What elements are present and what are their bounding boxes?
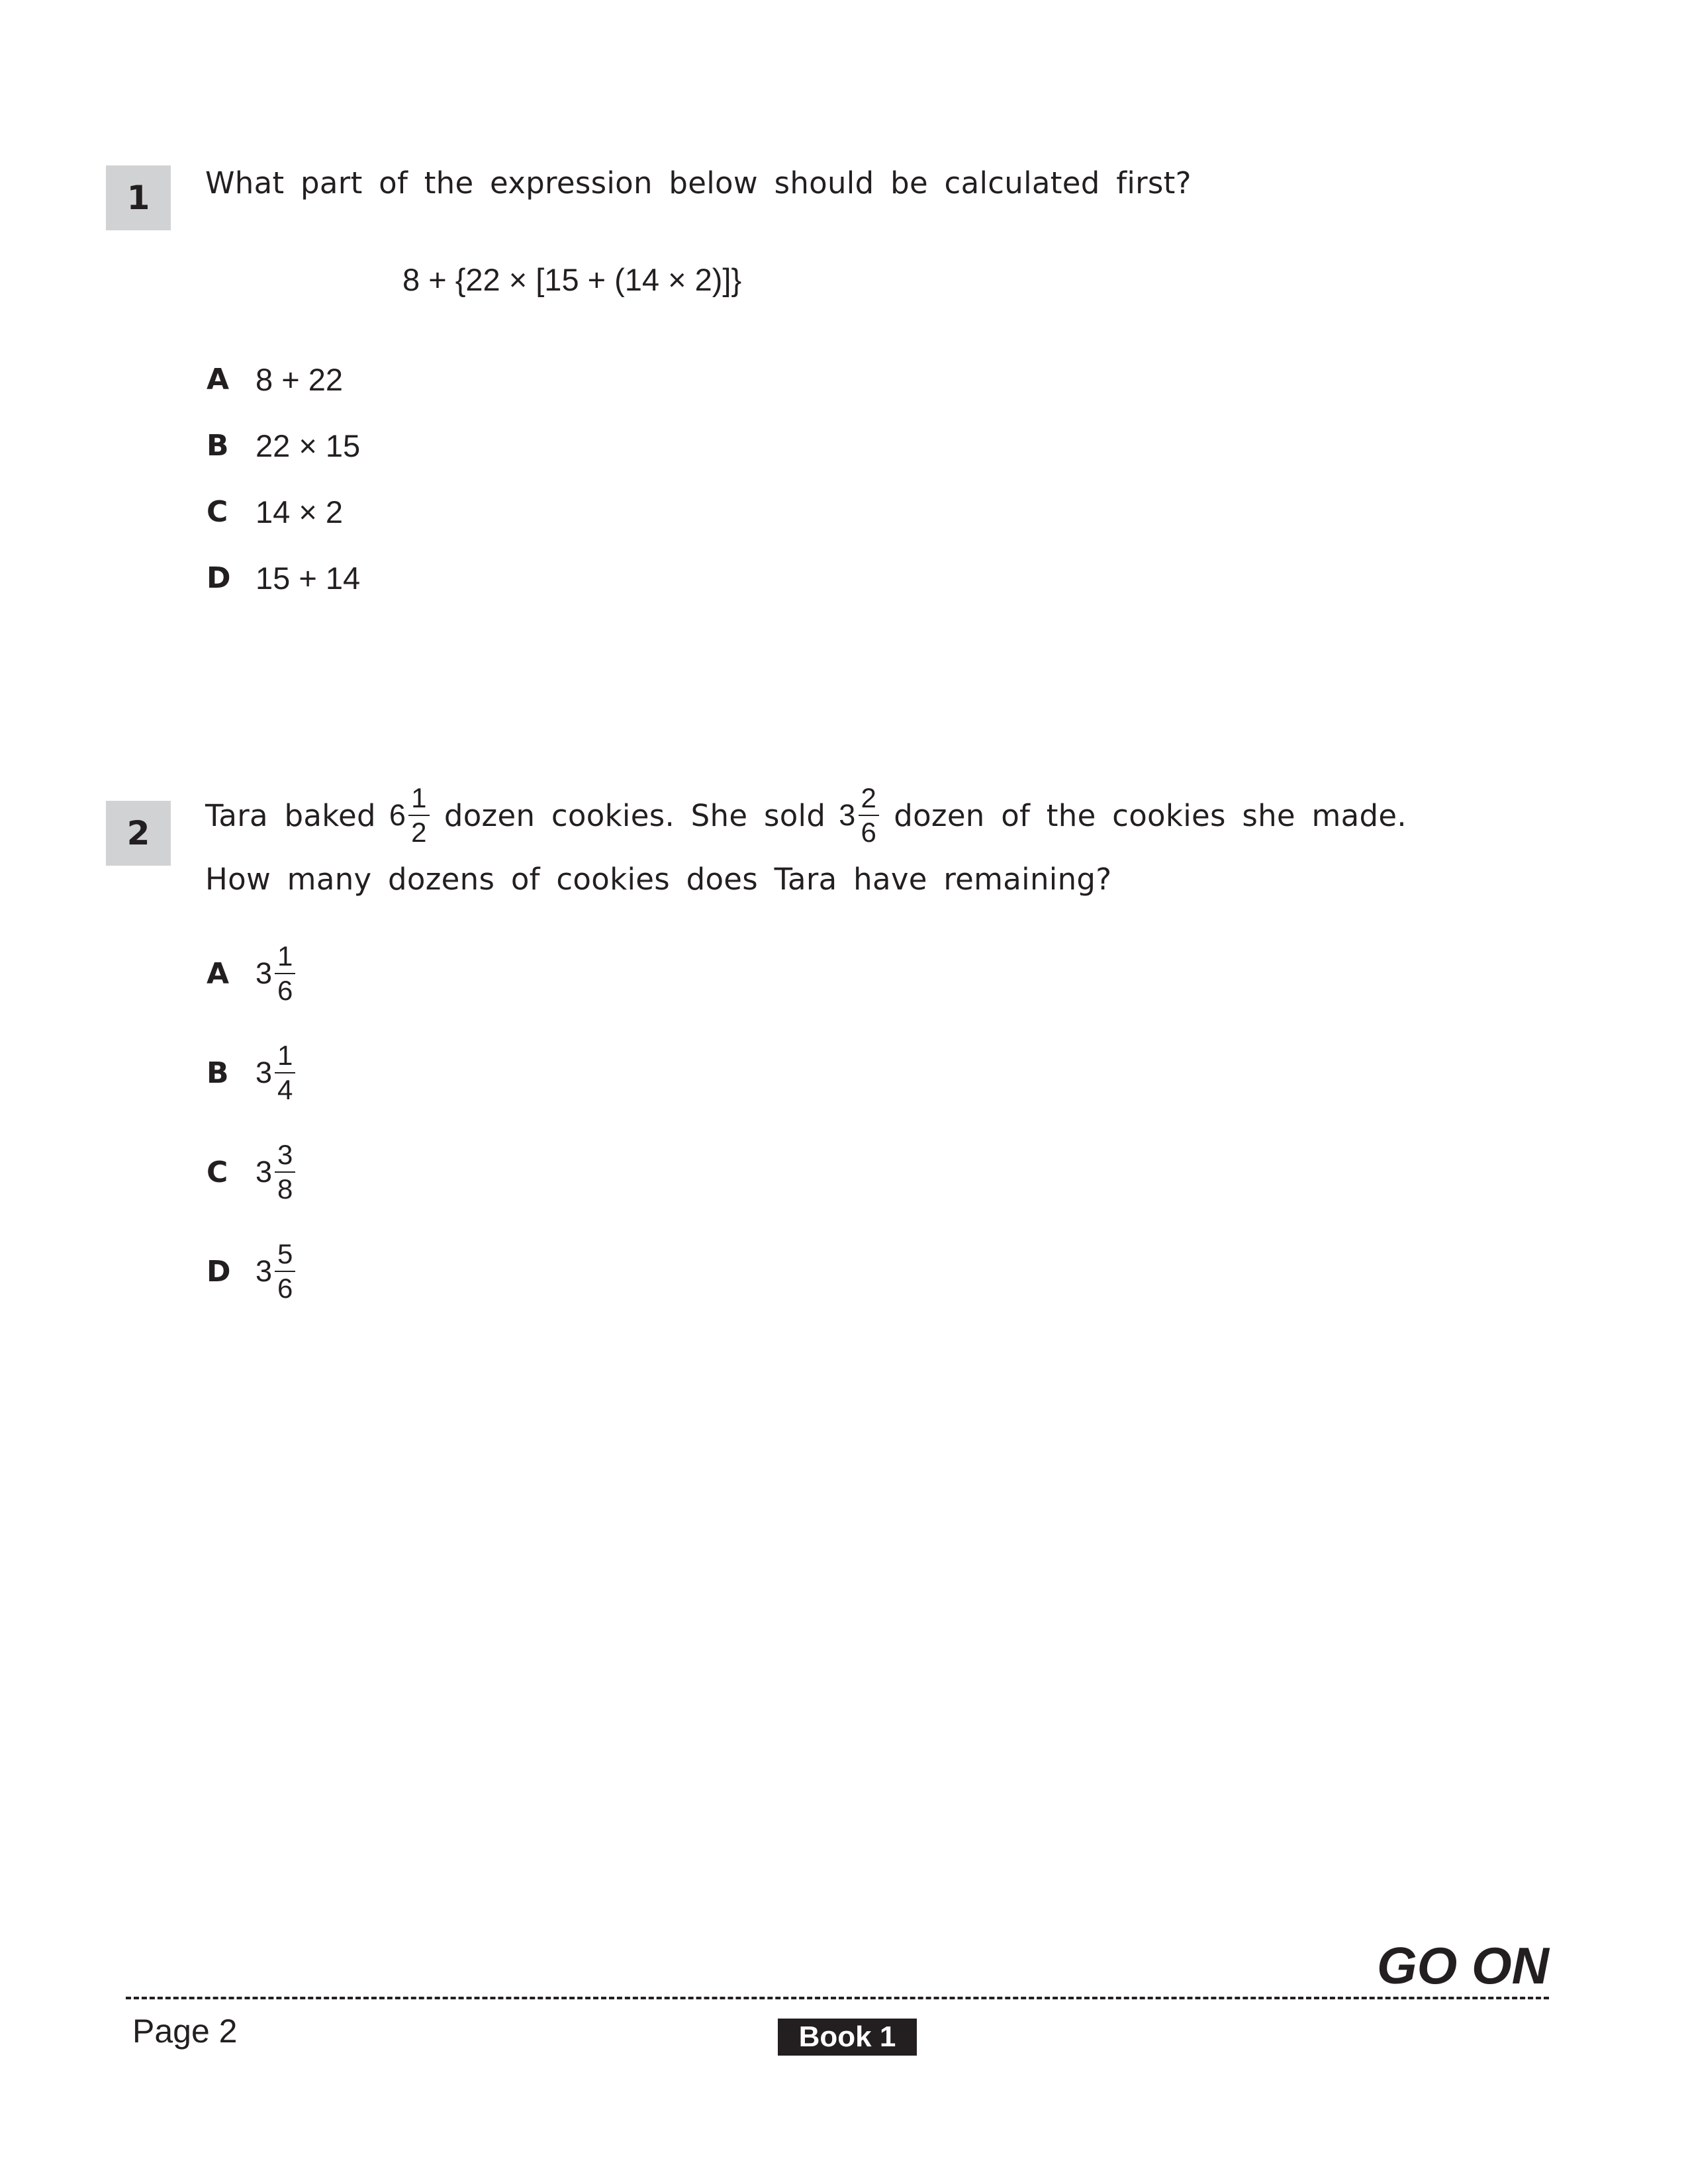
option-text: 8 + 22 <box>256 362 343 397</box>
option-text: 22 × 15 <box>256 428 361 463</box>
question-1-option-b[interactable] <box>207 428 360 464</box>
fraction <box>408 784 430 846</box>
fraction <box>275 1141 295 1203</box>
question-number-2: 2 <box>106 801 171 866</box>
question-2-option-b[interactable] <box>207 1042 295 1104</box>
fraction <box>275 1042 295 1104</box>
mixed-whole: 3 <box>256 1254 273 1288</box>
mixed-number <box>256 1240 295 1302</box>
mixed-whole: 3 <box>839 798 856 832</box>
question-1-option-d[interactable] <box>207 560 360 596</box>
mixed-whole: 3 <box>256 1155 273 1189</box>
question-1-option-c[interactable] <box>207 494 343 530</box>
question-2-option-a[interactable] <box>207 942 295 1005</box>
mixed-number <box>256 1042 295 1104</box>
question-1-option-a[interactable] <box>207 361 343 398</box>
option-letter: B <box>207 1056 229 1090</box>
footer-dashed-divider <box>126 1997 1549 1999</box>
option-letter: A <box>207 956 230 991</box>
fraction-numerator: 1 <box>275 1042 295 1073</box>
mixed-whole: 6 <box>389 798 406 832</box>
stem-text: dozen of the cookies she made. <box>894 797 1407 833</box>
question-2-stem-line2: How many dozens of cookies does Tara have remaining? <box>205 862 1112 897</box>
fraction-denominator: 6 <box>277 975 293 1006</box>
mixed-number <box>839 784 879 846</box>
option-text: 14 × 2 <box>256 494 343 529</box>
stem-text: dozen cookies. She sold <box>444 797 826 833</box>
fraction-numerator: 3 <box>275 1141 295 1173</box>
mixed-number <box>389 784 430 846</box>
option-letter: A <box>207 363 230 396</box>
stem-text: Tara baked <box>205 797 376 833</box>
fraction-numerator: 2 <box>859 784 880 816</box>
fraction-denominator: 6 <box>277 1273 293 1304</box>
option-text: 15 + 14 <box>256 561 361 596</box>
book-label: Book 1 <box>778 2019 917 2056</box>
fraction-denominator: 4 <box>277 1074 293 1105</box>
fraction <box>275 1240 295 1302</box>
fraction-denominator: 8 <box>277 1173 293 1205</box>
fraction <box>275 942 295 1005</box>
mixed-number <box>256 1141 295 1203</box>
mixed-whole: 3 <box>256 956 273 990</box>
question-2-option-d[interactable] <box>207 1240 295 1302</box>
option-letter: D <box>207 1254 231 1289</box>
fraction-numerator: 1 <box>408 784 430 816</box>
question-1-expression: 8 + {22 × [15 + (14 × 2)]} <box>402 262 742 297</box>
fraction <box>859 784 880 846</box>
fraction-denominator: 2 <box>411 817 427 848</box>
fraction-numerator: 1 <box>275 942 295 974</box>
mixed-number <box>256 942 295 1005</box>
question-1-stem: What part of the expression below should be calculated first? <box>205 165 1192 201</box>
question-2-option-c[interactable] <box>207 1141 295 1203</box>
option-letter: C <box>207 1155 228 1189</box>
fraction-numerator: 5 <box>275 1240 295 1272</box>
question-2-stem <box>205 784 1407 846</box>
mixed-whole: 3 <box>256 1056 273 1089</box>
option-letter: D <box>207 561 231 595</box>
option-letter: C <box>207 495 228 529</box>
question-number-1: 1 <box>106 165 171 230</box>
page-number: Page 2 <box>132 2013 238 2050</box>
fraction-denominator: 6 <box>861 817 877 848</box>
option-letter: B <box>207 429 229 463</box>
go-on-label: GO ON <box>1376 1936 1549 1995</box>
